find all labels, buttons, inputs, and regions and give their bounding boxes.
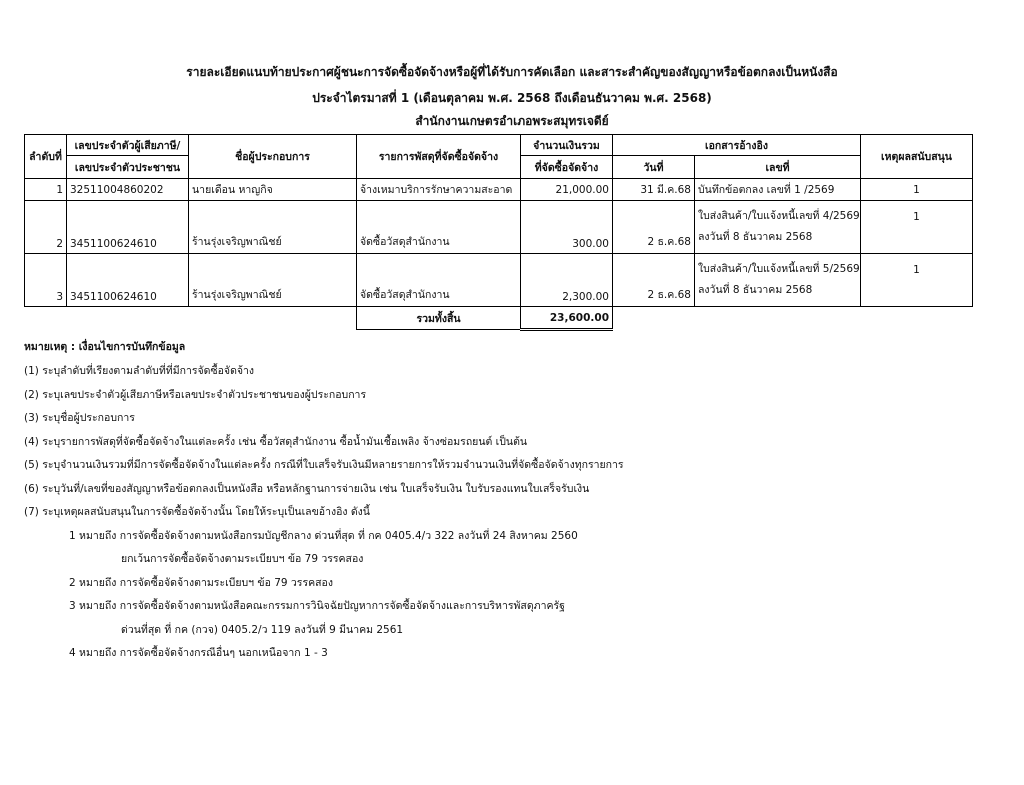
col-header-vendor: ชื่อผู้ประกอบการ xyxy=(189,135,357,179)
col-header-reason: เหตุผลสนับสนุน xyxy=(861,135,973,179)
note-item: (4) ระบุรายการพัสดุที่จัดซื้อจัดจ้างในแต่ละครั้ง เช่น ซื้อวัสดุสำนักงาน ซื้อน้ำมันเชื้อเพลิง จ้างซ่อมรถยนต์ เป็นต้น xyxy=(24,435,528,448)
total-row xyxy=(25,307,973,330)
col-header-taxid-line1: เลขประจำตัวผู้เสียภาษี/ xyxy=(67,135,189,156)
total-label: รวมทั้งสิ้น xyxy=(357,307,521,330)
table-row xyxy=(25,201,973,254)
row-ref-line2: ลงวันที่ 8 ธันวาคม 2568 xyxy=(698,284,813,296)
col-header-amount-line1: จำนวนเงินรวม xyxy=(521,135,613,156)
row-ref-line2: ลงวันที่ 8 ธันวาคม 2568 xyxy=(698,231,813,243)
col-header-ref: เอกสารอ้างอิง xyxy=(613,135,861,156)
row-amount: 2,300.00 xyxy=(521,254,613,307)
col-header-no: ลำดับที่ xyxy=(25,135,67,179)
row-amount: 21,000.00 xyxy=(521,179,613,201)
row-item: จัดซื้อวัสดุสำนักงาน xyxy=(357,201,521,254)
note-sub-item: 3 หมายถึง การจัดซื้อจัดจ้างตามหนังสือคณะกรรมการวินิจฉัยปัญหาการจัดซื้อจัดจ้างและการบริหารพัสดุภาครัฐ xyxy=(69,600,565,612)
row-reason: 1 xyxy=(861,179,973,201)
row-ref-line1: บันทึกข้อตกลง เลขที่ 1 /2569 xyxy=(698,184,835,196)
row-ref-line1: ใบส่งสินค้า/ใบแจ้งหนี้เลขที่ 5/2569 xyxy=(698,263,860,275)
row-taxid: 32511004860202 xyxy=(67,179,189,201)
row-date: 2 ธ.ค.68 xyxy=(613,254,695,307)
note-item: (3) ระบุชื่อผู้ประกอบการ xyxy=(24,412,135,424)
row-taxid: 3451100624610 xyxy=(67,201,189,254)
note-item: (1) ระบุลำดับที่เรียงตามลำดับที่ที่มีการจัดซื้อจัดจ้าง xyxy=(24,365,255,377)
document-title: รายละเอียดแนบท้ายประกาศผู้ชนะการจัดซื้อจัดจ้างหรือผู้ที่ได้รับการคัดเลือก และสาระสำคัญของสัญญาหรือข้อตกลงเป็นหนังสือ xyxy=(186,65,838,79)
notes-section xyxy=(24,338,624,666)
row-amount: 300.00 xyxy=(521,201,613,254)
row-taxid: 3451100624610 xyxy=(67,254,189,307)
col-header-taxid-line2: เลขประจำตัวประชาชน xyxy=(67,156,189,179)
row-no: 1 xyxy=(25,179,67,201)
note-sub-item: 1 หมายถึง การจัดซื้อจัดจ้างตามหนังสือกรมบัญชีกลาง ด่วนที่สุด ที่ กค 0405.4/ว 322 ลงวันที่ 24 สิงหาคม 2560 xyxy=(69,529,578,542)
office-name: สำนักงานเกษตรอำเภอพระสมุทรเจดีย์ xyxy=(415,114,609,128)
row-date: 31 มี.ค.68 xyxy=(613,179,695,201)
row-vendor: ร้านรุ่งเจริญพาณิชย์ xyxy=(189,201,357,254)
col-header-amount-line2: ที่จัดซื้อจัดจ้าง xyxy=(521,156,613,179)
col-header-ref-no: เลขที่ xyxy=(695,156,861,179)
row-reason: 1 xyxy=(861,254,973,307)
note-item: (5) ระบุจำนวนเงินรวมที่มีการจัดซื้อจัดจ้างในแต่ละครั้ง กรณีที่ใบเสร็จรับเงินมีหลายรายการให้รวมจำนวนเงินที่จัดซื้อจัดจ้างทุกรายการ xyxy=(24,459,624,471)
procurement-table xyxy=(24,134,973,331)
table-row xyxy=(25,254,973,307)
total-value: 23,600.00 xyxy=(521,307,613,330)
notes-title: หมายเหตุ : เงื่อนไขการบันทึกข้อมูล xyxy=(24,341,186,353)
table-row xyxy=(25,179,973,201)
row-ref-line1: ใบส่งสินค้า/ใบแจ้งหนี้เลขที่ 4/2569 xyxy=(698,210,860,222)
row-no: 3 xyxy=(25,254,67,307)
note-sub-item: ด่วนที่สุด ที่ กค (กวจ) 0405.2/ว 119 ลงวันที่ 9 มีนาคม 2561 xyxy=(121,623,404,636)
row-ref xyxy=(695,201,861,254)
row-ref xyxy=(695,179,861,201)
note-item: (6) ระบุวันที่/เลขที่ของสัญญาหรือข้อตกลงเป็นหนังสือ หรือหลักฐานการจ่ายเงิน เช่น ใบเสร็จรับเงิน ใบรับรองแทนใบเสร็จรับเงิน xyxy=(24,482,590,495)
quarter-period: ประจำไตรมาสที่ 1 (เดือนตุลาคม พ.ศ. 2568 ถึงเดือนธันวาคม พ.ศ. 2568) xyxy=(312,91,712,105)
row-ref xyxy=(695,254,861,307)
row-item: จ้างเหมาบริการรักษาความสะอาด xyxy=(357,179,521,201)
col-header-ref-date: วันที่ xyxy=(613,156,695,179)
table-header-row xyxy=(25,135,973,156)
row-date: 2 ธ.ค.68 xyxy=(613,201,695,254)
col-header-item: รายการพัสดุที่จัดซื้อจัดจ้าง xyxy=(357,135,521,179)
row-vendor: นายเดือน หาญกิจ xyxy=(189,179,357,201)
note-sub-item: 4 หมายถึง การจัดซื้อจัดจ้างกรณีอื่นๆ นอกเหนือจาก 1 - 3 xyxy=(69,647,328,659)
row-no: 2 xyxy=(25,201,67,254)
note-item: (7) ระบุเหตุผลสนับสนุนในการจัดซื้อจัดจ้างนั้น โดยให้ระบุเป็นเลขอ้างอิง ดังนี้ xyxy=(24,506,370,518)
note-sub-item: ยกเว้นการจัดซื้อจัดจ้างตามระเบียบฯ ข้อ 79 วรรคสอง xyxy=(121,553,364,565)
row-vendor: ร้านรุ่งเจริญพาณิชย์ xyxy=(189,254,357,307)
note-sub-item: 2 หมายถึง การจัดซื้อจัดจ้างตามระเบียบฯ ข้อ 79 วรรคสอง xyxy=(69,576,333,589)
row-item: จัดซื้อวัสดุสำนักงาน xyxy=(357,254,521,307)
row-reason: 1 xyxy=(861,201,973,254)
note-item: (2) ระบุเลขประจำตัวผู้เสียภาษีหรือเลขประจำตัวประชาชนของผู้ประกอบการ xyxy=(24,388,367,401)
